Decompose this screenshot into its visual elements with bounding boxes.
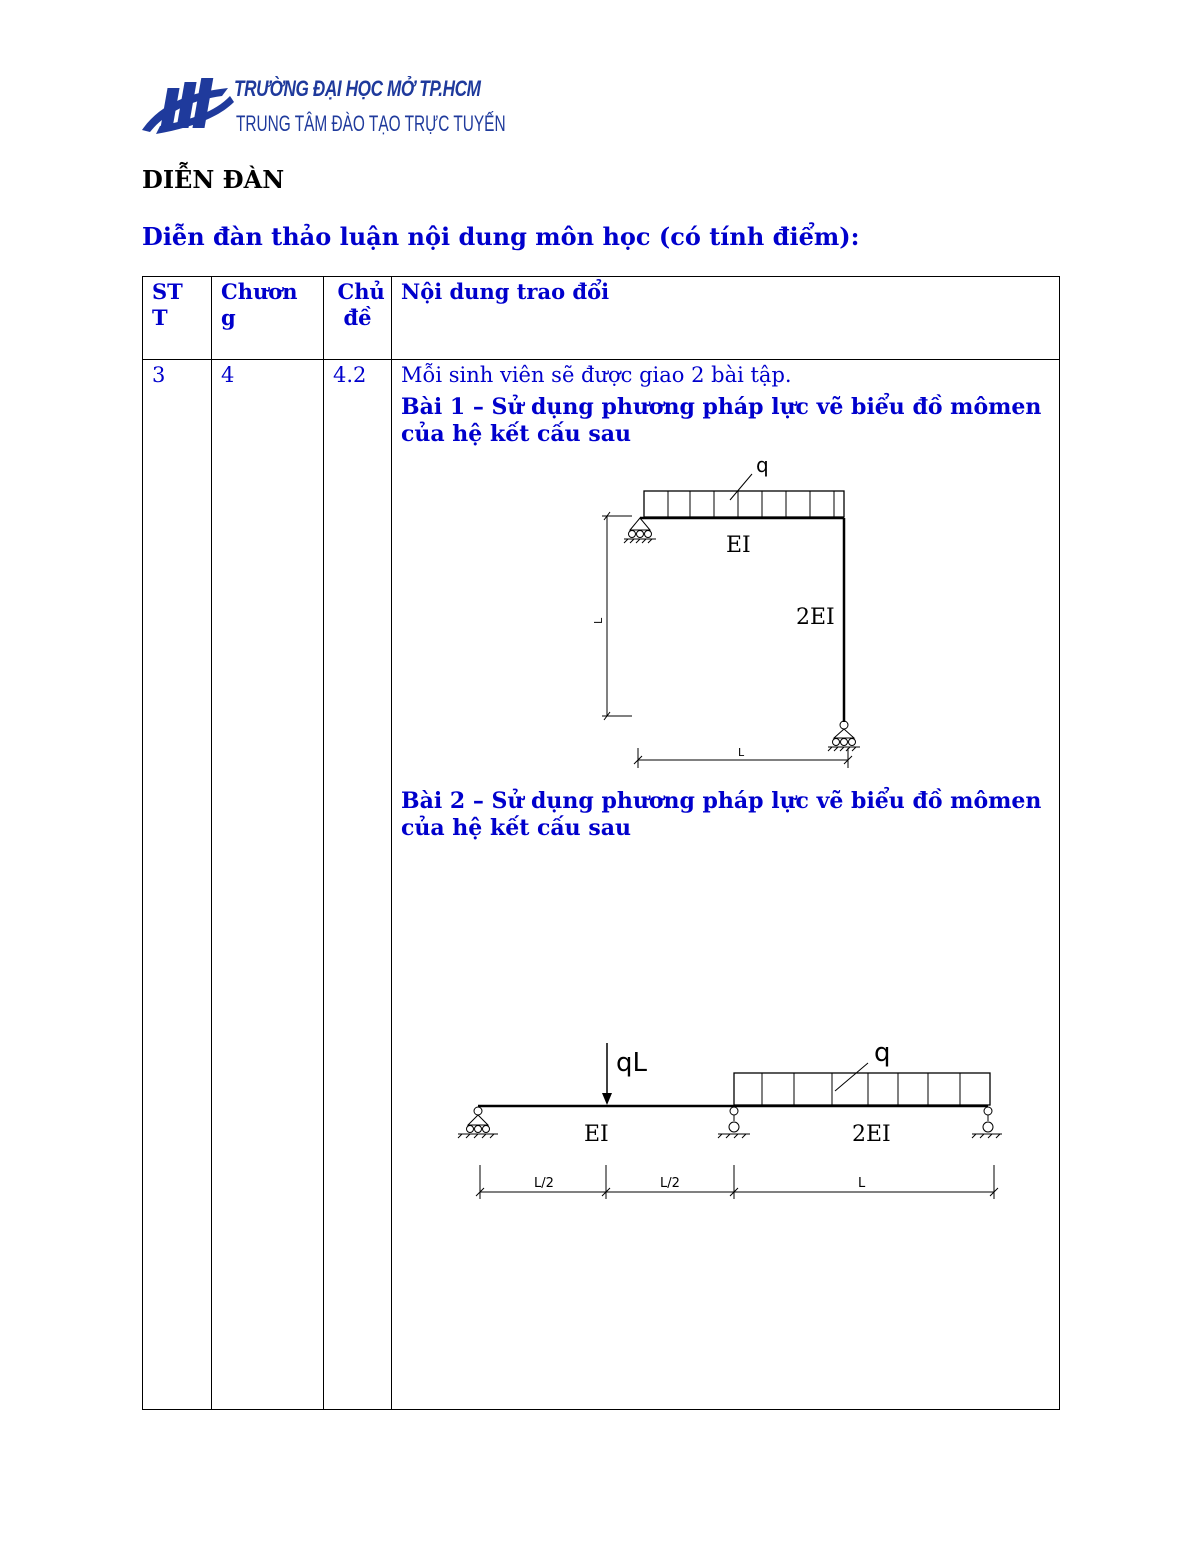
figure2-beam-diagram [450,1035,1010,1210]
header-noi-dung: Nội dung trao đổi [392,277,1060,360]
left-pin-support-icon [624,518,656,543]
fig1-span-label: L [738,746,745,759]
table-header-row [143,277,1060,360]
fig1-load-label: q [756,453,769,477]
cell-chuong: 4 [212,360,324,1410]
fig1-height-label: L [592,617,605,624]
page-subtitle: Diễn đàn thảo luận nội dung môn học (có tính điểm): [142,222,860,251]
fig2-left-span-label: EI [584,1122,609,1147]
fig2-dim3-label: L [858,1176,866,1191]
fig1-beam-label: EI [726,533,751,558]
fig1-column-label: 2EI [796,605,835,630]
logo-center-name: TRUNG TÂM ĐÀO TẠO TRỰC TUYẾN [236,111,506,136]
fig2-right-roller-support-icon [972,1107,1002,1138]
fig2-right-span-label: 2EI [852,1122,891,1147]
fig2-dist-load-label: q [874,1038,891,1068]
page-title: DIỄN ĐÀN [142,165,285,194]
task1-text: Bài 1 – Sử dụng phương pháp lực vẽ biểu đồ mômen của hệ kết cấu sau [401,394,1042,447]
figure1-frame-diagram [590,450,880,775]
cell-stt: 3 [143,360,212,1410]
fig2-left-pin-support-icon [458,1107,498,1138]
header-stt: STT [143,277,212,360]
intro-text: Mỗi sinh viên sẽ được giao 2 bài tập. [401,363,792,387]
logo-university-name: TRƯỜNG ĐẠI HỌC MỞ TP.HCM [234,76,481,101]
forum-table [142,276,1060,1410]
fig2-middle-roller-support-icon [718,1107,750,1138]
cell-chu-de: 4.2 [324,360,392,1410]
fig2-dim2-label: L/2 [660,1176,680,1191]
task2-text: Bài 2 – Sử dụng phương pháp lực vẽ biểu đồ mômen của hệ kết cấu sau [401,788,1042,841]
right-roller-support-icon [828,721,860,751]
fig2-point-load-label: qL [616,1048,647,1078]
header-chu-de: Chủ đề [324,277,392,360]
fig2-dim1-label: L/2 [534,1176,554,1191]
header-chuong: Chương [212,277,324,360]
